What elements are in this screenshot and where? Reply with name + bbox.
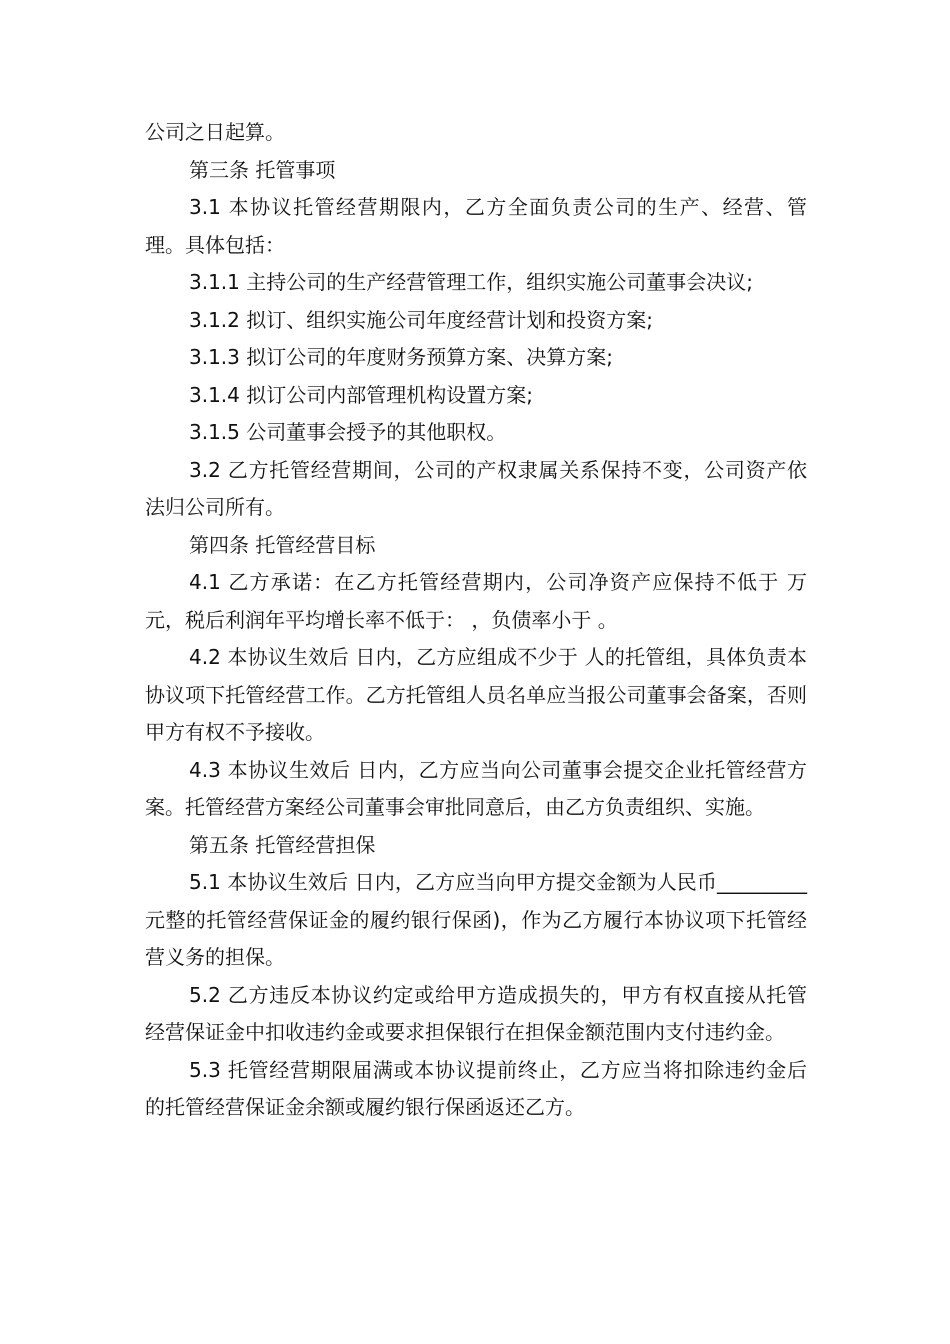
article-4-heading: 第四条 托管经营目标: [189, 532, 376, 557]
clause-3-1-3: 3.1.3 拟订公司的年度财务预算方案、决算方案;: [189, 345, 613, 369]
clause-4-2: 4.2 本协议生效后 日内，乙方应组成不少于 人的托管组，具体负责本协议项下托管经营工作。乙方托管组人员名单应当报公司董事会备案，否则甲方有权不予接收。: [145, 645, 807, 744]
clause-5-2: 5.2 乙方违反本协议约定或给甲方造成损失的，甲方有权直接从托管经营保证金中扣收违约金或要求担保银行在担保金额范围内支付违约金。: [145, 982, 807, 1044]
clause-5-3: 5.3 托管经营期限届满或本协议提前终止，乙方应当将扣除违约金后的托管经营保证金余额或履约银行保函返还乙方。: [145, 1057, 807, 1119]
document-body: [145, 114, 807, 1127]
clause-3-1-1: 3.1.1 主持公司的生产经营管理工作，组织实施公司董事会决议;: [189, 270, 753, 294]
clause-3-1-5: 3.1.5 公司董事会授予的其他职权。: [189, 420, 507, 444]
article-5-heading: 第五条 托管经营担保: [189, 832, 376, 857]
clause-3-1-2: 3.1.2 拟订、组织实施公司年度经营计划和投资方案;: [189, 307, 653, 332]
clause-3-1-4: 3.1.4 拟订公司内部管理机构设置方案;: [189, 382, 533, 407]
article-3-heading: 第三条 托管事项: [189, 157, 336, 182]
clause-3-1: 3.1 本协议托管经营期限内，乙方全面负责公司的生产、经营、管理。具体包括：: [145, 195, 807, 257]
paragraph-continuation: 公司之日起算。: [145, 120, 285, 144]
clause-5-1: 5.1 本协议生效后 日内，乙方应当向甲方提交金额为人民币_________元整的托管经营保证金的履约银行保函)，作为乙方履行本协议项下托管经营义务的担保。: [145, 870, 807, 969]
clause-3-2: 3.2 乙方托管经营期间，公司的产权隶属关系保持不变，公司资产依法归公司所有。: [145, 457, 807, 519]
clause-4-3: 4.3 本协议生效后 日内，乙方应当向公司董事会提交企业托管经营方案。托管经营方案经公司董事会审批同意后，由乙方负责组织、实施。: [145, 757, 807, 819]
clause-4-1: 4.1 乙方承诺：在乙方托管经营期内，公司净资产应保持不低于 万元，税后利润年平均增长率不低于： ，负债率小于 。: [145, 570, 807, 632]
